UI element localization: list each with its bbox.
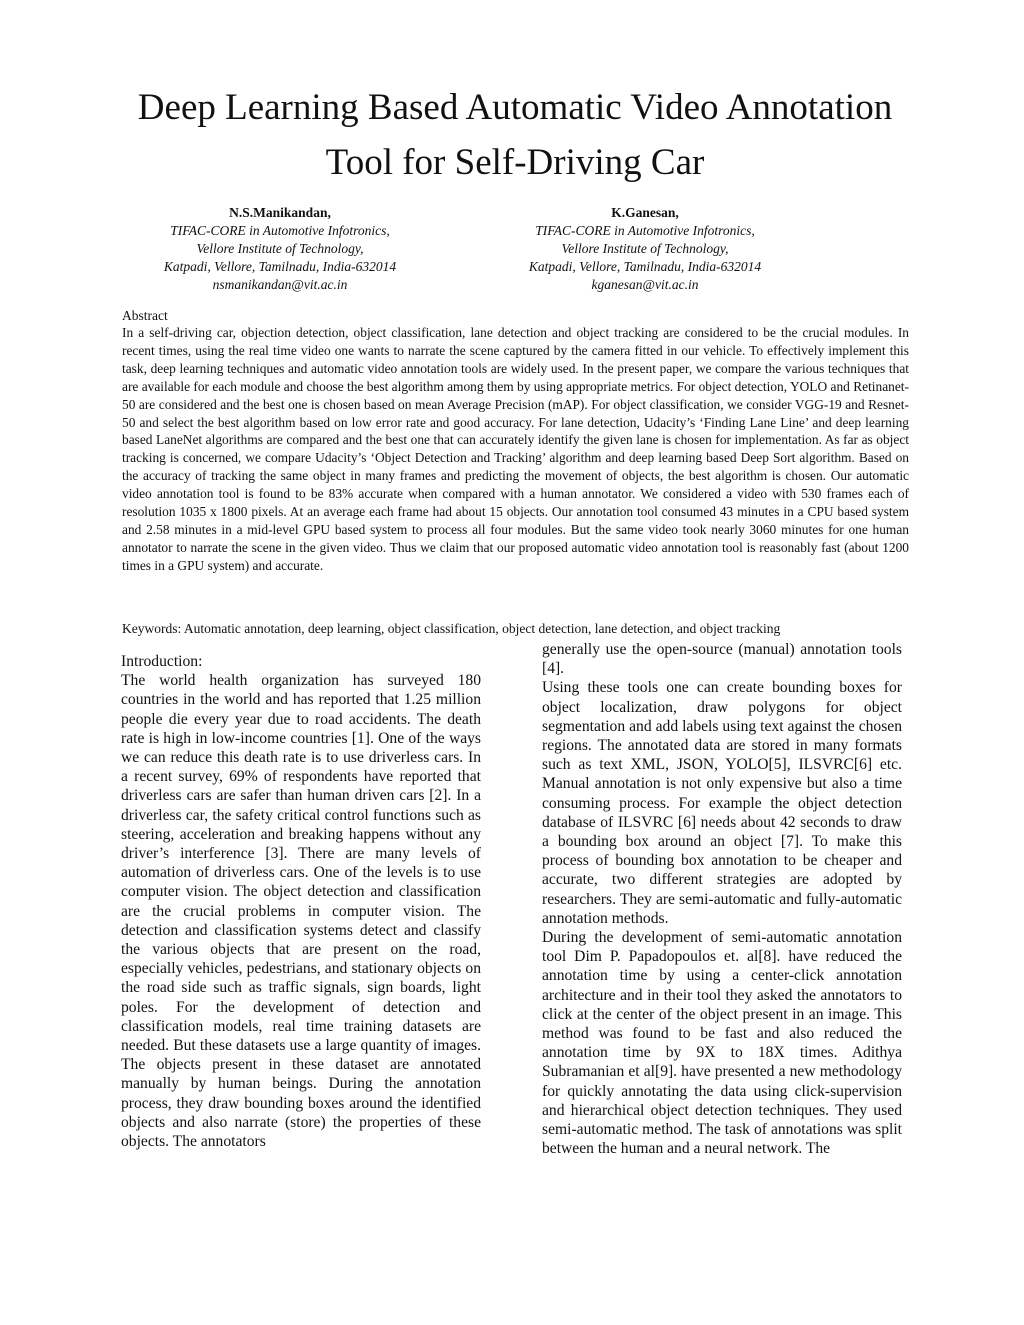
author-block-2 bbox=[475, 204, 815, 294]
right-column bbox=[542, 640, 902, 1158]
author-name: N.S.Manikandan, bbox=[229, 205, 331, 220]
introduction-paragraph: The world health organization has surveyed 180 countries in the world and has reported that 1.25 million people die every year due to road accidents. The death rate is high in low-income countries [1]. One of the ways we can reduce this death rate is to use driverless cars. In a recent survey, 69% of respondents have reported that driverless cars are safer than human driven cars [2]. In a driverless car, the safety critical control functions such as steering, acceleration and breaking happens without any driver’s interference [3]. There are many levels of automation of driverless cars. One of the levels is to use computer vision. The object detection and classification are the crucial problems in computer vision. The detection and classification systems detect and classify the various objects that are present on the road, especially vehicles, pedestrians, and stationary objects on the road side such as traffic signals, sign boards, light poles. For the development of detection and classification models, real time training datasets are needed. But these datasets use a large quantity of images. The objects present in these dataset are annotated manually by human beings. During the annotation process, they draw bounding boxes around the identified objects and also narrate (store) the properties of these objects. The annotators bbox=[121, 672, 481, 1151]
author-address: Katpadi, Vellore, Tamilnadu, India-632014 bbox=[528, 259, 762, 274]
author-address: Katpadi, Vellore, Tamilnadu, India-632014 bbox=[163, 259, 397, 274]
abstract-heading: Abstract bbox=[122, 308, 168, 323]
left-column bbox=[121, 652, 481, 1151]
abstract-text: In a self-driving car, objection detection, object classification, lane detection and object tracking are considered to be the crucial modules. In recent times, using the real time video one wants to narrate the scene captured by the camera fitted in our vehicle. To effectively implement this task, deep learning techniques and automatic video annotation tools are widely used. In the present paper, we compare the various techniques that are available for each module and choose the best algorithm among them by using appropriate metrics. For object detection, YOLO and Retinanet-50 are considered and the best one is chosen based on mean Average Precision (mAP). For object classification, we consider VGG-19 and Resnet-50 and select the best algorithm based on low error rate and good accuracy. For lane detection, Udacity’s ‘Finding Lane Line’ and deep learning based LaneNet algorithms are compared and the best one that can accurately identify the given lane is chosen for implementation. As far as object tracking is concerned, we compare Udacity’s ‘Object Detection and Tracking’ algorithm and deep learning based Deep Sort algorithm. Based on the accuracy of tracking the same object in many frames and predicting the movement of objects, the best algorithm is chosen. Our automatic video annotation tool is found to be 83% accurate when compared with a human annotator. We considered a video with 530 frames each of resolution 1035 x 1800 pixels. At an average each frame had about 15 objects. Our annotation tool consumed 43 minutes in a CPU based system and 2.58 minutes in a mid-level GPU based system to process all four modules. But the same video took nearly 3060 minutes for one human annotator to narrate the scene in the given video. Thus we claim that our proposed automatic video annotation tool is reasonably fast (about 1200 times in a GPU system) and accurate. bbox=[122, 325, 909, 573]
author-email: kganesan@vit.ac.in bbox=[591, 277, 699, 292]
author-affiliation: TIFAC-CORE in Automotive Infotronics, bbox=[535, 223, 755, 238]
introduction-heading: Introduction: bbox=[121, 653, 203, 670]
author-institute: Vellore Institute of Technology, bbox=[196, 241, 364, 256]
author-affiliation: TIFAC-CORE in Automotive Infotronics, bbox=[170, 223, 390, 238]
body-paragraph: During the development of semi-automatic annotation tool Dim P. Papadopoulos et. al[8]. have reduced the annotation time by using a center-click annotation architecture and in their tool they asked the annotators to click at the center of the object present in an image. This method was found to be fast and also reduced the annotation time by 9X to 18X times. Adithya Subramanian et al[9]. have presented a new methodology for quickly annotating the data using click-supervision and hierarchical object detection techniques. They used semi-automatic method. The task of annotations was split between the human and a neural network. The bbox=[542, 929, 902, 1158]
author-name: K.Ganesan, bbox=[611, 205, 679, 220]
keywords: Keywords: Automatic annotation, deep learning, object classification, object detection, lane detection, and object tracking bbox=[122, 621, 781, 636]
body-paragraph: Using these tools one can create bounding boxes for object localization, draw polygons for object segmentation and add labels using text against the chosen regions. The annotated data are stored in many formats such as text XML, JSON, YOLO[5], ILSVRC[6] etc. Manual annotation is not only expensive but also a time consuming process. For example the object detection database of ILSVRC [6] needs about 42 seconds to draw a bounding box around an object [7]. To make this process of bounding box annotation to be cheaper and accurate, two different strategies are adopted by researchers. They are semi-automatic and fully-automatic annotation methods. bbox=[542, 679, 902, 927]
author-email: nsmanikandan@vit.ac.in bbox=[212, 277, 348, 292]
author-institute: Vellore Institute of Technology, bbox=[561, 241, 729, 256]
paper-title: Deep Learning Based Automatic Video Annotation Tool for Self-Driving Car bbox=[137, 87, 893, 183]
author-block-1 bbox=[110, 204, 450, 294]
body-paragraph: generally use the open-source (manual) annotation tools [4]. bbox=[542, 641, 902, 678]
